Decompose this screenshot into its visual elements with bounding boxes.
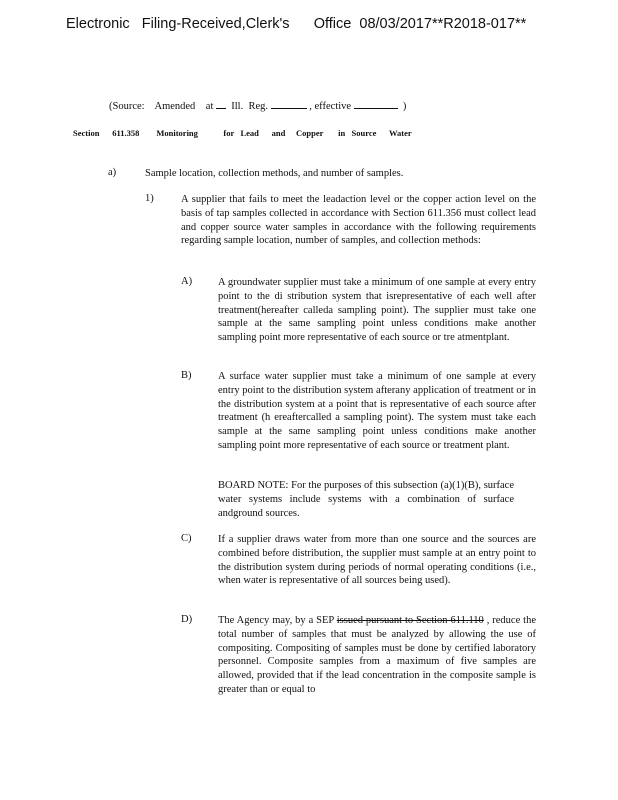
source-close: ) bbox=[397, 101, 407, 112]
item-D-text-start: The Agency may, by a SEP bbox=[218, 615, 337, 626]
item-1-label: 1) bbox=[145, 193, 154, 204]
source-middle: Ill. Reg. bbox=[226, 101, 271, 112]
board-note: BOARD NOTE: For the purposes of this subsection (a)(1)(B), surface water systems include systems with a combination of surface andground sources. bbox=[218, 480, 514, 519]
filing-header: Electronic Filing-Received,Clerk's Office 08/03/2017**R2018-017** bbox=[66, 16, 527, 32]
item-a-label: a) bbox=[108, 167, 117, 178]
section-heading: Section 611.358 Monitoring for Lead and Copper in Source Water bbox=[73, 128, 412, 138]
source-open: (Source: Amended at bbox=[109, 101, 217, 112]
item-D-text bbox=[218, 614, 536, 697]
blank-date bbox=[354, 99, 398, 109]
source-note bbox=[109, 99, 406, 112]
blank-volume bbox=[216, 99, 226, 109]
source-effective: , effective bbox=[306, 101, 354, 112]
item-B-label: B) bbox=[181, 370, 192, 381]
struck-text: issued pursuant to Section 611.110 bbox=[336, 615, 484, 626]
item-A-text: A groundwater supplier must take a minimum of one sample at every entry point to the di stribution system that isrepresentative of each well after treatment(hereafter calleda sampling point). The supplier must take one sample at the same sampling point unless conditions make another sampling point more representative of each source or tre atmentplant. bbox=[218, 277, 536, 344]
item-D-text-rest: , reduce the total number of samples that must be analyzed by allowing the use of compositing. Compositing of samples must be done by certified laboratory personnel. Composite samples from a maximum of five samples are allowed, provided that if the lead concentration in the composite sample is greater than or equal to bbox=[218, 615, 536, 695]
item-C-text: If a supplier draws water from more than one source and the sources are combined before distribution, the supplier must sample at an entry point to the distribution system during periods of normal operating conditions (i.e., when water is representative of all sources being used). bbox=[218, 534, 536, 587]
item-A-label: A) bbox=[181, 276, 193, 287]
item-D-label: D) bbox=[181, 614, 193, 625]
blank-page bbox=[271, 99, 307, 109]
item-B-text: A surface water supplier must take a minimum of one sample at every entry point to the distribution system afterany application of treatment or in the distribution system at a point that is representative of each source after treatment (h ereaftercalled a sampling point). The system must take each sample at the same sampling point unless conditions make another sampling point more representative of each source or treatment plant. bbox=[218, 371, 536, 451]
item-C-label: C) bbox=[181, 533, 192, 544]
item-a-text: Sample location, collection methods, and number of samples. bbox=[145, 168, 404, 179]
item-1-text: A supplier that fails to meet the leadaction level or the copper action level on the basis of tap samples collected in accordance with Section 611.356 must collect lead and copper source water samples in accordance with the following requirements regarding sample location, number of samples, and collection methods: bbox=[181, 194, 536, 247]
